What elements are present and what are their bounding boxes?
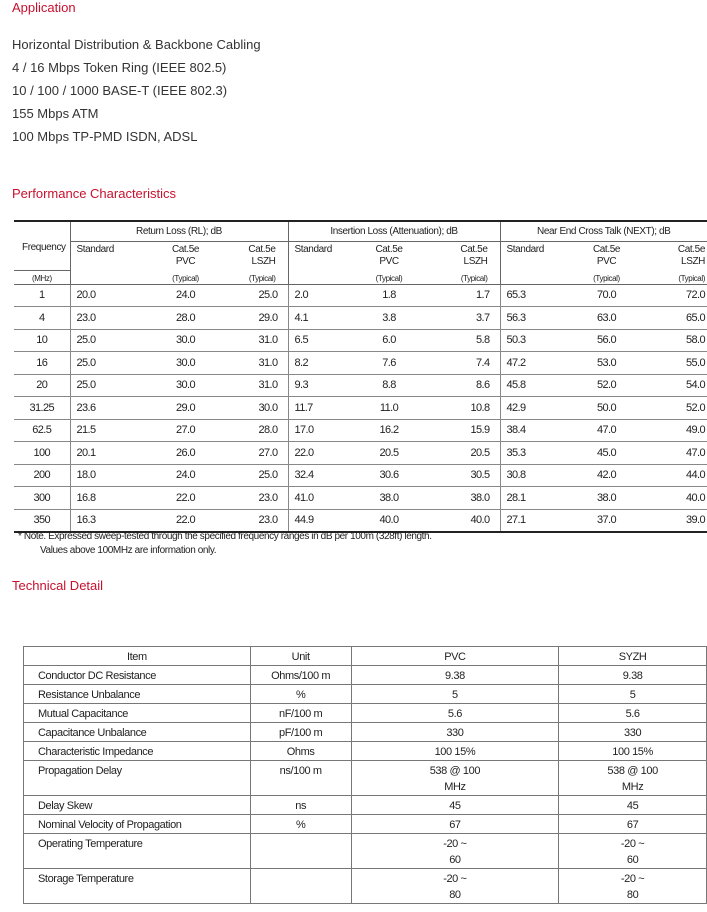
rl-standard-cell: 20.1 — [70, 442, 141, 465]
table-row — [14, 397, 707, 420]
rl-lszh-cell: 31.0 — [230, 329, 288, 352]
rl-pvc-cell: 27.0 — [141, 419, 230, 442]
il-pvc-cell: 3.8 — [348, 307, 430, 330]
next-pvc-cell: 56.0 — [564, 329, 649, 352]
unit-cell — [250, 869, 351, 904]
next-lszh-cell: 47.0 — [649, 442, 707, 465]
rl-lszh-cell: 30.0 — [230, 397, 288, 420]
typical-label: (Typical) — [430, 270, 500, 284]
item-cell: Propagation Delay — [24, 761, 251, 796]
il-lszh-cell: 10.8 — [430, 397, 500, 420]
pvc-value-line: 60 — [449, 854, 461, 866]
next-standard-header: Standard — [500, 242, 564, 271]
next-pvc-cell: 53.0 — [564, 352, 649, 375]
table-row — [24, 815, 707, 834]
il-pvc-cell: 16.2 — [348, 419, 430, 442]
syzh-value-line: 9.38 — [622, 670, 643, 682]
next-lszh-header: Cat.5e LSZH — [677, 244, 705, 267]
next-lszh-cell: 44.0 — [649, 464, 707, 487]
performance-title: Performance Characteristics — [12, 186, 176, 201]
pvc-value-cell — [351, 834, 559, 869]
list-item: 155 Mbps ATM — [12, 106, 99, 121]
il-standard-cell: 41.0 — [288, 487, 348, 510]
pvc-value-cell — [351, 815, 559, 834]
frequency-cell: 4 — [14, 307, 70, 330]
item-cell: Capacitance Unbalance — [24, 723, 251, 742]
item-cell: Characteristic Impedance — [24, 742, 251, 761]
unit-cell: Ohms/100 m — [250, 666, 351, 685]
pvc-value-line: -20 ~ — [443, 873, 467, 885]
next-pvc-header: Cat.5e PVC — [592, 244, 621, 267]
rl-pvc-cell: 26.0 — [141, 442, 230, 465]
il-lszh-cell: 5.8 — [430, 329, 500, 352]
rl-standard-cell: 16.3 — [70, 509, 141, 532]
table-row — [24, 834, 707, 869]
rl-standard-cell: 23.6 — [70, 397, 141, 420]
next-standard-cell: 27.1 — [500, 509, 564, 532]
next-standard-cell: 38.4 — [500, 419, 564, 442]
table-row — [24, 666, 707, 685]
rl-standard-cell: 16.8 — [70, 487, 141, 510]
rl-pvc-cell: 22.0 — [141, 487, 230, 510]
pvc-value-line: MHz — [444, 781, 466, 793]
next-pvc-cell: 38.0 — [564, 487, 649, 510]
syzh-value-line: 330 — [624, 727, 642, 739]
pvc-value-cell — [351, 685, 559, 704]
rl-standard-cell: 25.0 — [70, 329, 141, 352]
table-row — [14, 374, 707, 397]
il-standard-cell: 6.5 — [288, 329, 348, 352]
pvc-value-line: 330 — [446, 727, 464, 739]
syzh-value-line: -20 ~ — [620, 873, 645, 885]
table-row — [24, 761, 707, 796]
technical-table — [23, 646, 707, 904]
rl-lszh-cell: 27.0 — [230, 442, 288, 465]
item-cell: Resistance Unbalance — [24, 685, 251, 704]
syzh-value-cell — [559, 666, 707, 685]
unit-cell — [250, 834, 351, 869]
table-row — [24, 742, 707, 761]
frequency-cell: 1 — [14, 284, 70, 307]
frequency-cell: 350 — [14, 509, 70, 532]
il-lszh-cell: 30.5 — [430, 464, 500, 487]
il-pvc-cell: 7.6 — [348, 352, 430, 375]
typical-label: (Typical) — [141, 270, 230, 284]
table-row — [24, 869, 707, 904]
table-row — [24, 704, 707, 723]
syzh-value-cell — [559, 834, 707, 869]
table-row — [24, 685, 707, 704]
item-cell: Delay Skew — [24, 796, 251, 815]
next-standard-cell: 50.3 — [500, 329, 564, 352]
rl-pvc-cell: 29.0 — [141, 397, 230, 420]
il-standard-cell: 2.0 — [288, 284, 348, 307]
il-standard-cell: 11.7 — [288, 397, 348, 420]
il-lszh-cell: 1.7 — [430, 284, 500, 307]
il-pvc-cell: 8.8 — [348, 374, 430, 397]
rl-standard-cell: 25.0 — [70, 352, 141, 375]
il-lszh-cell: 15.9 — [430, 419, 500, 442]
next-standard-cell: 65.3 — [500, 284, 564, 307]
il-lszh-cell: 40.0 — [430, 509, 500, 532]
il-pvc-cell: 38.0 — [348, 487, 430, 510]
frequency-cell: 62.5 — [14, 419, 70, 442]
il-pvc-cell: 40.0 — [348, 509, 430, 532]
frequency-cell: 100 — [14, 442, 70, 465]
table-row — [14, 442, 707, 465]
il-pvc-cell: 1.8 — [348, 284, 430, 307]
rl-pvc-cell: 24.0 — [141, 464, 230, 487]
rl-standard-cell: 20.0 — [70, 284, 141, 307]
next-lszh-cell: 65.0 — [649, 307, 707, 330]
unit-header: Unit — [250, 647, 351, 666]
table-row — [14, 464, 707, 487]
il-standard-cell: 44.9 — [288, 509, 348, 532]
table-row — [24, 723, 707, 742]
pvc-value-line: 45 — [449, 800, 461, 812]
pvc-value-cell — [351, 796, 559, 815]
item-cell: Storage Temperature — [24, 869, 251, 904]
syzh-value-cell — [559, 796, 707, 815]
rl-standard-cell: 21.5 — [70, 419, 141, 442]
table-row — [14, 307, 707, 330]
next-standard-cell: 42.9 — [500, 397, 564, 420]
table-row — [14, 487, 707, 510]
next-standard-cell: 56.3 — [500, 307, 564, 330]
il-lszh-cell: 38.0 — [430, 487, 500, 510]
il-standard-cell: 8.2 — [288, 352, 348, 375]
pvc-value-line: 538 @ 100 — [429, 765, 481, 777]
list-item: 100 Mbps TP-PMD ISDN, ADSL — [12, 129, 198, 144]
next-lszh-cell: 40.0 — [649, 487, 707, 510]
pvc-value-cell — [351, 869, 559, 904]
table-row — [14, 509, 707, 532]
pvc-value-line: 5 — [452, 689, 458, 701]
next-pvc-cell: 45.0 — [564, 442, 649, 465]
list-item: 10 / 100 / 1000 BASE-T (IEEE 802.3) — [12, 83, 228, 98]
item-header: Item — [24, 647, 251, 666]
table-row — [24, 796, 707, 815]
pvc-value-cell — [351, 723, 559, 742]
next-pvc-cell: 63.0 — [564, 307, 649, 330]
il-standard-header: Standard — [288, 242, 348, 271]
syzh-value-cell — [559, 704, 707, 723]
typical-label: (Typical) — [348, 270, 430, 284]
next-pvc-cell: 47.0 — [564, 419, 649, 442]
syzh-value-line: 100 15% — [612, 746, 653, 758]
il-pvc-cell: 6.0 — [348, 329, 430, 352]
pvc-value-line: -20 ~ — [443, 838, 467, 850]
syzh-value-cell — [559, 685, 707, 704]
typical-label: (Typical) — [230, 270, 288, 284]
rl-pvc-cell: 30.0 — [141, 374, 230, 397]
pvc-value-line: 100 15% — [434, 746, 476, 758]
frequency-cell: 16 — [14, 352, 70, 375]
next-lszh-cell: 49.0 — [649, 419, 707, 442]
table-row — [14, 284, 707, 307]
application-list — [12, 33, 261, 148]
list-item: 4 / 16 Mbps Token Ring (IEEE 802.5) — [12, 60, 227, 75]
rl-pvc-cell: 28.0 — [141, 307, 230, 330]
pvc-value-line: 67 — [449, 819, 461, 831]
rl-lszh-header: Cat.5e LSZH — [248, 244, 276, 267]
rl-standard-cell: 25.0 — [70, 374, 141, 397]
il-pvc-cell: 30.6 — [348, 464, 430, 487]
rl-lszh-cell: 28.0 — [230, 419, 288, 442]
syzh-value-cell — [559, 761, 707, 796]
next-pvc-cell: 52.0 — [564, 374, 649, 397]
pvc-value-cell — [351, 761, 559, 796]
rl-pvc-cell: 22.0 — [141, 509, 230, 532]
syzh-value-cell — [559, 869, 707, 904]
syzh-header: SYZH — [559, 647, 707, 666]
syzh-value-line: MHz — [621, 781, 644, 793]
performance-table — [14, 220, 707, 533]
unit-cell: % — [250, 815, 351, 834]
unit-cell: % — [250, 685, 351, 704]
unit-cell: pF/100 m — [250, 723, 351, 742]
syzh-value-cell — [559, 742, 707, 761]
next-standard-cell: 28.1 — [500, 487, 564, 510]
il-standard-cell: 17.0 — [288, 419, 348, 442]
pvc-value-line: 9.38 — [445, 670, 465, 682]
note-line-1: * Note. Expressed sweep-tested through the specified frequency ranges in dB per 100m (328ft) length. — [18, 531, 432, 542]
syzh-value-line: 80 — [626, 889, 639, 901]
next-standard-cell: 35.3 — [500, 442, 564, 465]
table-row — [14, 352, 707, 375]
il-lszh-cell: 20.5 — [430, 442, 500, 465]
frequency-cell: 300 — [14, 487, 70, 510]
typical-label: (Typical) — [649, 270, 707, 284]
rl-pvc-header: Cat.5e PVC — [171, 244, 200, 267]
il-lszh-cell: 3.7 — [430, 307, 500, 330]
item-cell: Nominal Velocity of Propagation — [24, 815, 251, 834]
next-lszh-cell: 39.0 — [649, 509, 707, 532]
next-standard-cell: 45.8 — [500, 374, 564, 397]
frequency-unit: (MHz) — [14, 270, 70, 284]
rl-standard-cell: 18.0 — [70, 464, 141, 487]
syzh-value-line: 45 — [626, 800, 639, 812]
technical-title: Technical Detail — [12, 578, 104, 593]
il-pvc-cell: 20.5 — [348, 442, 430, 465]
unit-cell: Ohms — [250, 742, 351, 761]
syzh-value-line: 60 — [626, 854, 639, 866]
il-standard-cell: 4.1 — [288, 307, 348, 330]
note-line-2: Values above 100MHz are information only. — [40, 545, 217, 556]
typical-label: (Typical) — [564, 270, 649, 284]
next-lszh-cell: 58.0 — [649, 329, 707, 352]
rl-lszh-cell: 23.0 — [230, 487, 288, 510]
item-cell: Operating Temperature — [24, 834, 251, 869]
il-pvc-header: Cat.5e PVC — [375, 244, 403, 267]
rl-standard-header: Standard — [70, 242, 141, 271]
syzh-value-line: 538 @ 100 — [607, 765, 658, 777]
syzh-value-line: -20 ~ — [620, 838, 645, 850]
syzh-value-line: 5 — [629, 689, 636, 701]
next-lszh-cell: 54.0 — [649, 374, 707, 397]
next-pvc-cell: 50.0 — [564, 397, 649, 420]
syzh-value-line: 5.6 — [625, 708, 640, 720]
next-header: Near End Cross Talk (NEXT); dB — [500, 221, 707, 242]
rl-lszh-cell: 31.0 — [230, 352, 288, 375]
next-standard-cell: 30.8 — [500, 464, 564, 487]
frequency-cell: 10 — [14, 329, 70, 352]
frequency-cell: 31.25 — [14, 397, 70, 420]
il-pvc-cell: 11.0 — [348, 397, 430, 420]
rl-lszh-cell: 29.0 — [230, 307, 288, 330]
next-lszh-cell: 52.0 — [649, 397, 707, 420]
performance-note — [18, 530, 432, 558]
unit-cell: nF/100 m — [250, 704, 351, 723]
pvc-value-cell — [351, 666, 559, 685]
syzh-value-cell — [559, 723, 707, 742]
frequency-cell: 20 — [14, 374, 70, 397]
list-item: Horizontal Distribution & Backbone Cabling — [12, 37, 261, 52]
rl-lszh-cell: 25.0 — [230, 464, 288, 487]
pvc-value-line: 5.6 — [447, 708, 462, 720]
frequency-cell: 200 — [14, 464, 70, 487]
pvc-header: PVC — [351, 647, 559, 666]
syzh-value-line: 67 — [626, 819, 639, 831]
next-pvc-cell: 70.0 — [564, 284, 649, 307]
return-loss-header: Return Loss (RL); dB — [70, 221, 288, 242]
next-standard-cell: 47.2 — [500, 352, 564, 375]
il-standard-cell: 32.4 — [288, 464, 348, 487]
rl-standard-cell: 23.0 — [70, 307, 141, 330]
il-standard-cell: 22.0 — [288, 442, 348, 465]
rl-lszh-cell: 25.0 — [230, 284, 288, 307]
pvc-value-line: 80 — [449, 889, 461, 901]
application-title: Application — [12, 0, 76, 15]
rl-pvc-cell: 30.0 — [141, 352, 230, 375]
next-lszh-cell: 55.0 — [649, 352, 707, 375]
rl-pvc-cell: 30.0 — [141, 329, 230, 352]
il-lszh-header: Cat.5e LSZH — [460, 244, 488, 267]
rl-lszh-cell: 23.0 — [230, 509, 288, 532]
item-cell: Mutual Capacitance — [24, 704, 251, 723]
pvc-value-cell — [351, 704, 559, 723]
syzh-value-cell — [559, 815, 707, 834]
next-pvc-cell: 42.0 — [564, 464, 649, 487]
pvc-value-cell — [351, 742, 559, 761]
il-standard-cell: 9.3 — [288, 374, 348, 397]
table-row — [14, 329, 707, 352]
next-lszh-cell: 72.0 — [649, 284, 707, 307]
rl-lszh-cell: 31.0 — [230, 374, 288, 397]
il-lszh-cell: 8.6 — [430, 374, 500, 397]
item-cell: Conductor DC Resistance — [24, 666, 251, 685]
unit-cell: ns/100 m — [250, 761, 351, 796]
frequency-header: Frequency — [14, 221, 70, 270]
table-row — [14, 419, 707, 442]
unit-cell: ns — [250, 796, 351, 815]
insertion-loss-header: Insertion Loss (Attenuation); dB — [288, 221, 500, 242]
il-lszh-cell: 7.4 — [430, 352, 500, 375]
next-pvc-cell: 37.0 — [564, 509, 649, 532]
rl-pvc-cell: 24.0 — [141, 284, 230, 307]
